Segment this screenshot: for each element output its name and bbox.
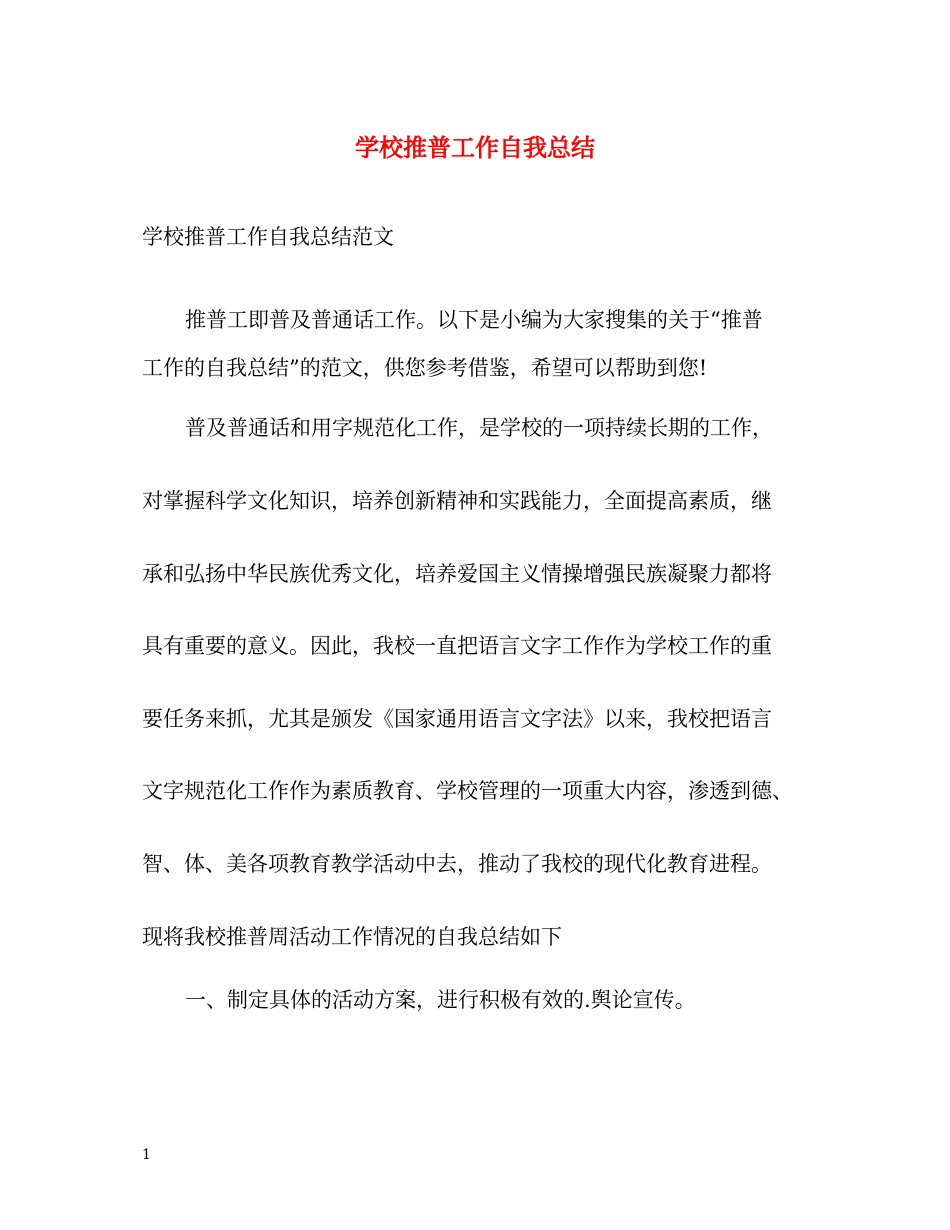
page-number: 1 [142, 1147, 151, 1163]
document-title: 学校推普工作自我总结 [355, 133, 595, 162]
body-line: 要任务来抓，尤其是颁发《国家通用语言文字法》以来，我校把语言 [142, 707, 772, 731]
body-line: 具有重要的意义。因此，我校一直把语言文字工作作为学校工作的重 [142, 634, 772, 658]
subtitle-line: 学校推普工作自我总结范文 [142, 225, 394, 249]
body-line: 智、体、美各项教育教学活动中去，推动了我校的现代化教育进程。 [142, 852, 772, 876]
body-line: 承和弘扬中华民族优秀文化，培养爱国主义情操增强民族凝聚力都将 [142, 562, 772, 586]
body-line: 对掌握科学文化知识，培养创新精神和实践能力，全面提高素质，继 [142, 489, 772, 513]
body-line: 文字规范化工作作为素质教育、学校管理的一项重大内容，渗透到德、 [142, 779, 793, 803]
body-line: 一、制定具体的活动方案，进行积极有效的.舆论宣传。 [185, 988, 696, 1012]
body-line: 推普工即普及普通话工作。以下是小编为大家搜集的关于“推普 [185, 308, 763, 332]
body-line: 工作的自我总结”的范文，供您参考借鉴，希望可以帮助到您! [142, 356, 708, 380]
body-line: 现将我校推普周活动工作情况的自我总结如下 [142, 925, 562, 949]
body-line: 普及普通话和用字规范化工作，是学校的一项持续长期的工作， [185, 416, 773, 440]
